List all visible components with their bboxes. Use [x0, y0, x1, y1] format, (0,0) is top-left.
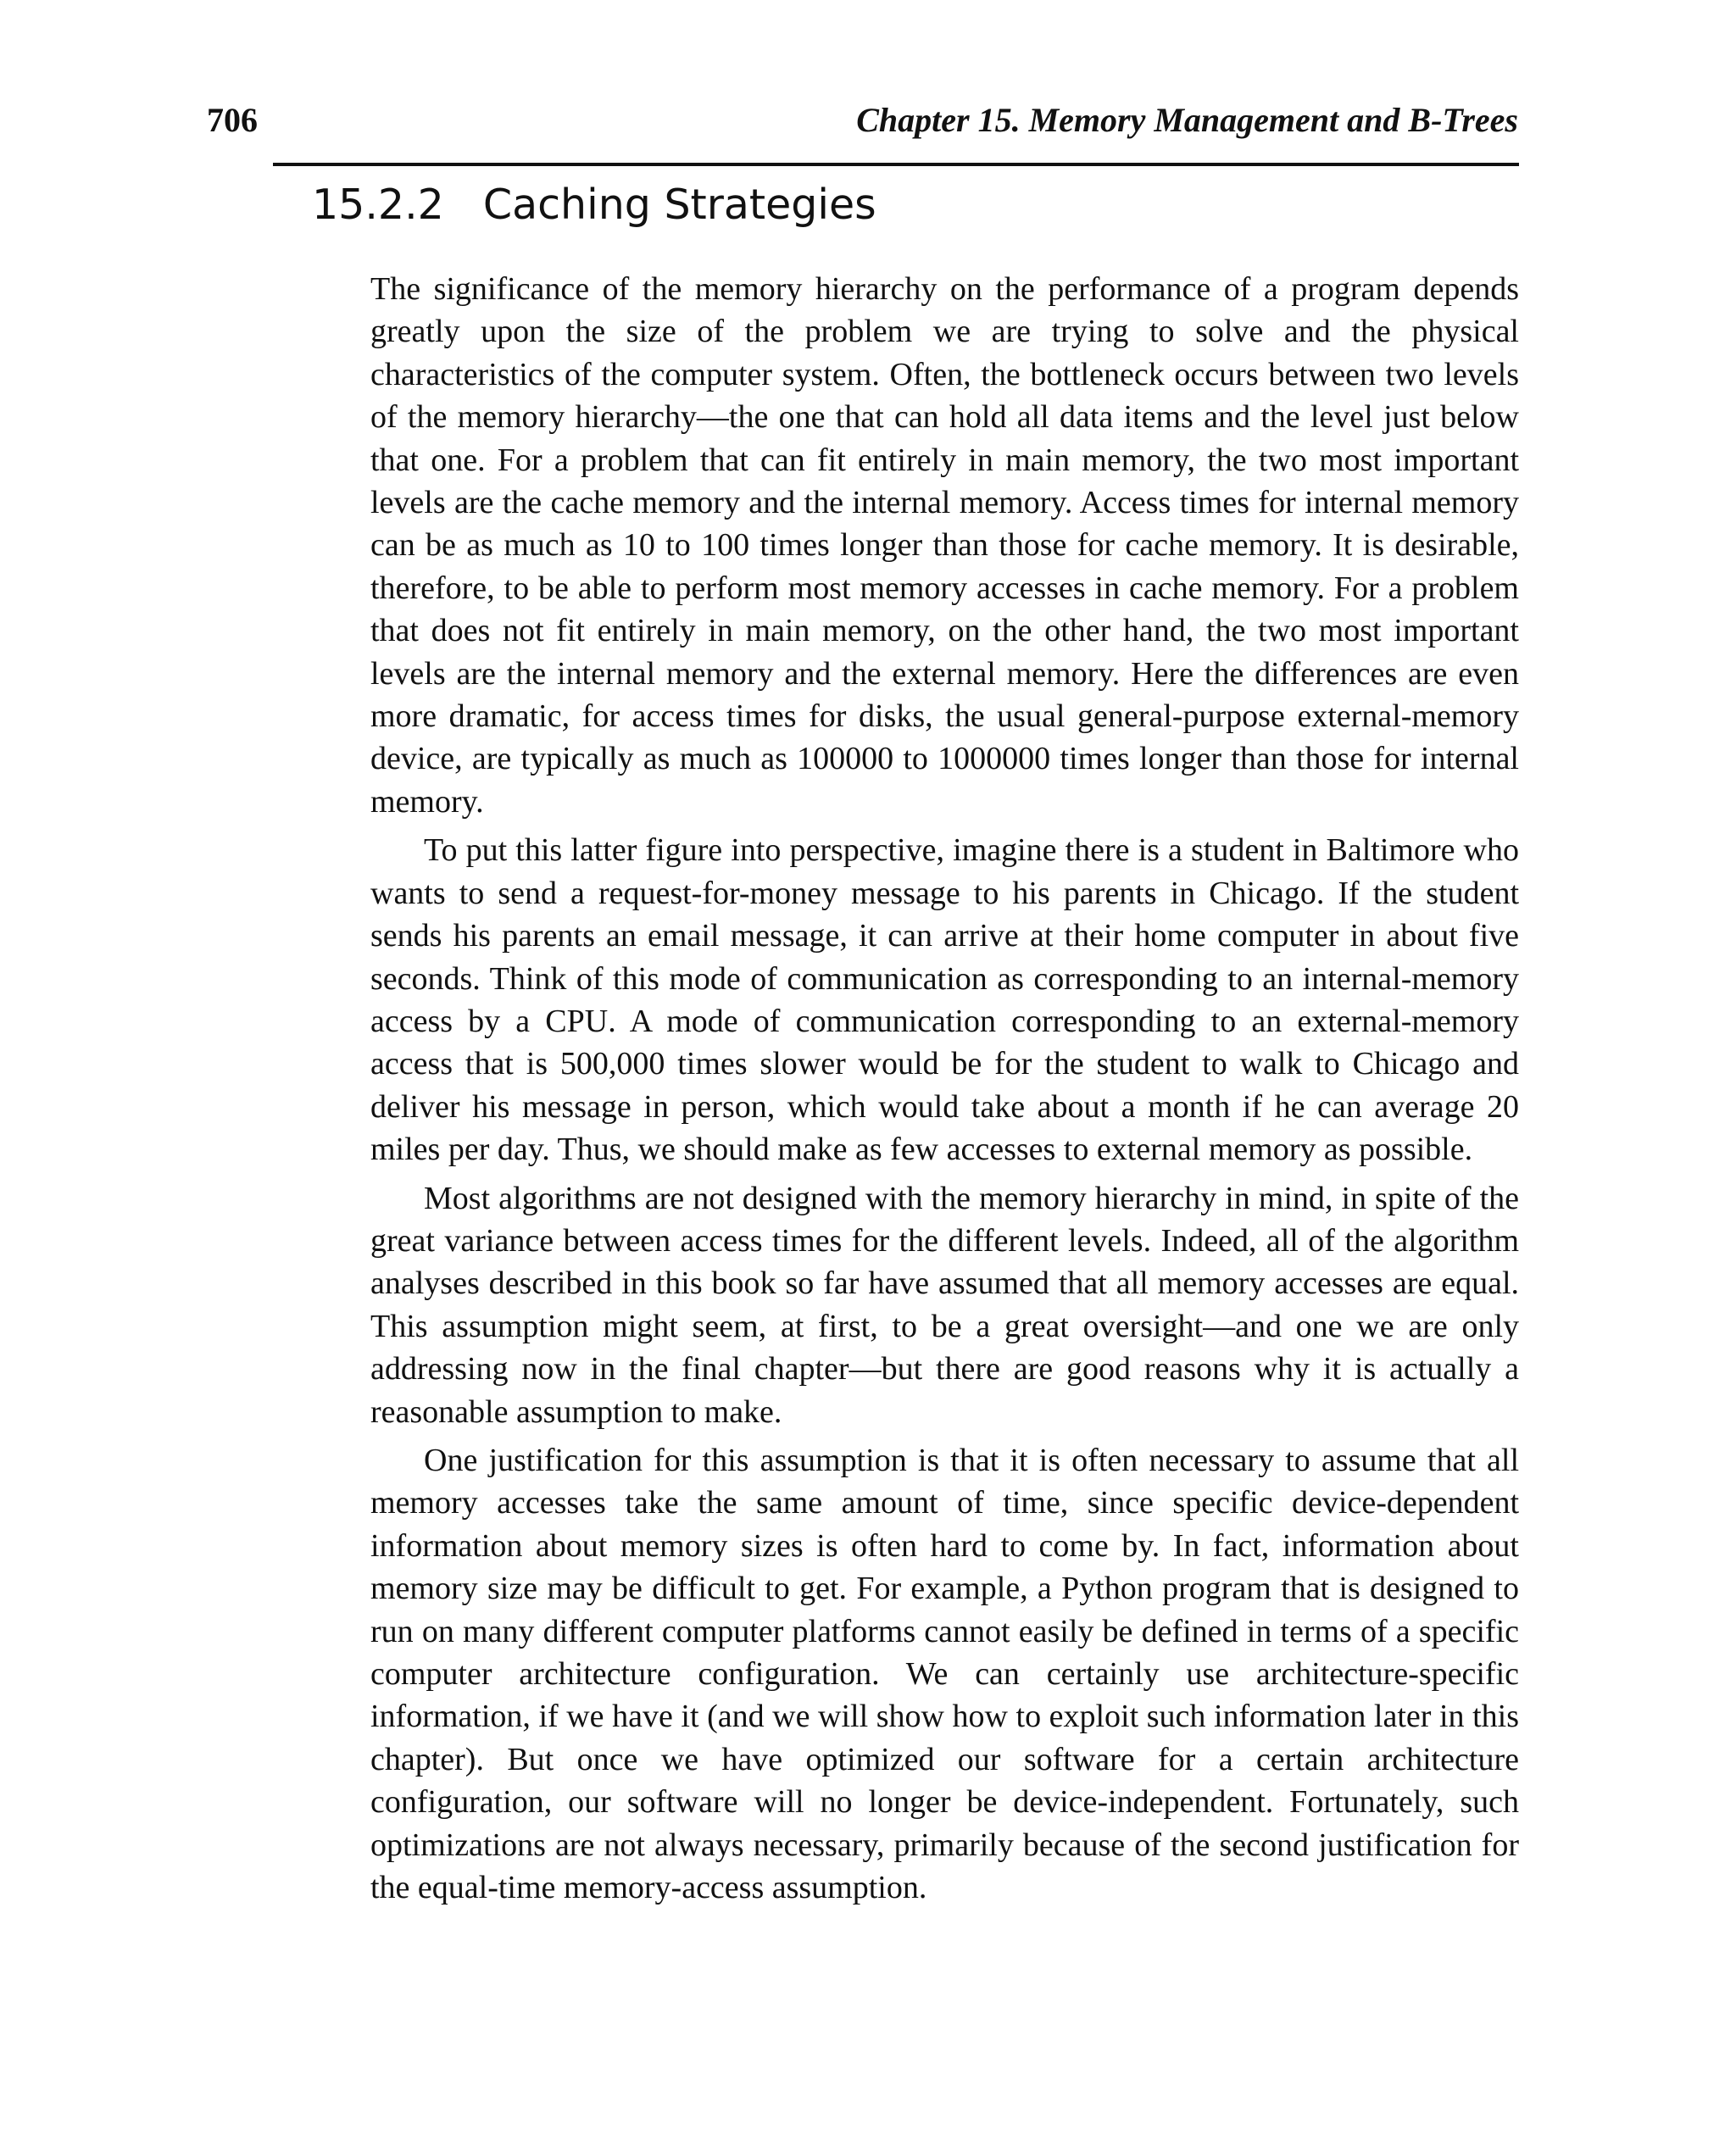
paragraph: To put this latter figure into perspective, imagine there is a student in Baltimore who wants to send a request-for-money message to his parents in Chicago. If the student sends his parents an email message, it can arrive at their home computer in about five seconds. Think of this mode of communication as corresponding to an internal-memory access by a CPU. A mode of communication corresponding to an external-memory access that is 500,000 times slower would be for the student to walk to Chicago and deliver his message in person, which would take about a month if he can average 20 miles per day. Thus, we should make as few accesses to external memory as possible.: [370, 832, 1519, 1168]
header-rule: [273, 163, 1519, 166]
section-title: Caching Strategies: [482, 181, 876, 229]
paragraph: The significance of the memory hierarchy on the performance of a program depends greatly upon the size of the problem we are trying to solve and the physical characteristics of the computer system. Often, the bottleneck occurs between two levels of the memory hierarchy—the one that can hold all data items and the level just below that one. For a problem that can fit entirely in main memory, the two most important levels are the cache memory and the internal memory. Access times for internal memory can be as much as 10 to 100 times longer than those for cache memory. It is desirable, therefore, to be able to perform most memory accesses in cache memory. For a problem that does not fit entirely in main memory, on the other hand, the two most important levels are the internal memory and the external memory. Here the differences are even more dramatic, for access times for disks, the usual general-purpose external-memory device, are typically as much as 100000 to 1000000 times longer than those for internal memory.: [370, 271, 1519, 820]
running-head: Chapter 15. Memory Management and B-Trees: [856, 101, 1518, 139]
section-number: 15.2.2: [312, 181, 444, 229]
paragraph: Most algorithms are not designed with the memory hierarchy in mind, in spite of the great variance between access times for the different levels. Indeed, all of the algorithm analyses described in this book so far have assumed that all memory accesses are equal. This assumption might seem, at first, to be a great oversight—and one we are only addressing now in the final chapter—but there are good reasons why it is actually a reasonable assumption to make.: [370, 1180, 1519, 1430]
page-number: 706: [207, 101, 258, 139]
section-heading: [312, 178, 876, 232]
body-text: [370, 268, 1519, 1915]
paragraph: One justification for this assumption is that it is often necessary to assume that all memory accesses take the same amount of time, since specific device-dependent information about memory sizes is often hard to come by. In fact, information about memory size may be difficult to get. For example, a Python program that is designed to run on many different computer platforms cannot easily be defined in terms of a specific computer architecture configuration. We can certainly use architecture-specific information, if we have it (and we will show how to exploit such information later in this chapter). But once we have optimized our software for a certain architecture configuration, our software will no longer be device-independent. Fortunately, such optimizations are not always necessary, primarily because of the second justification for the equal-time memory-access assumption.: [370, 1442, 1519, 1906]
